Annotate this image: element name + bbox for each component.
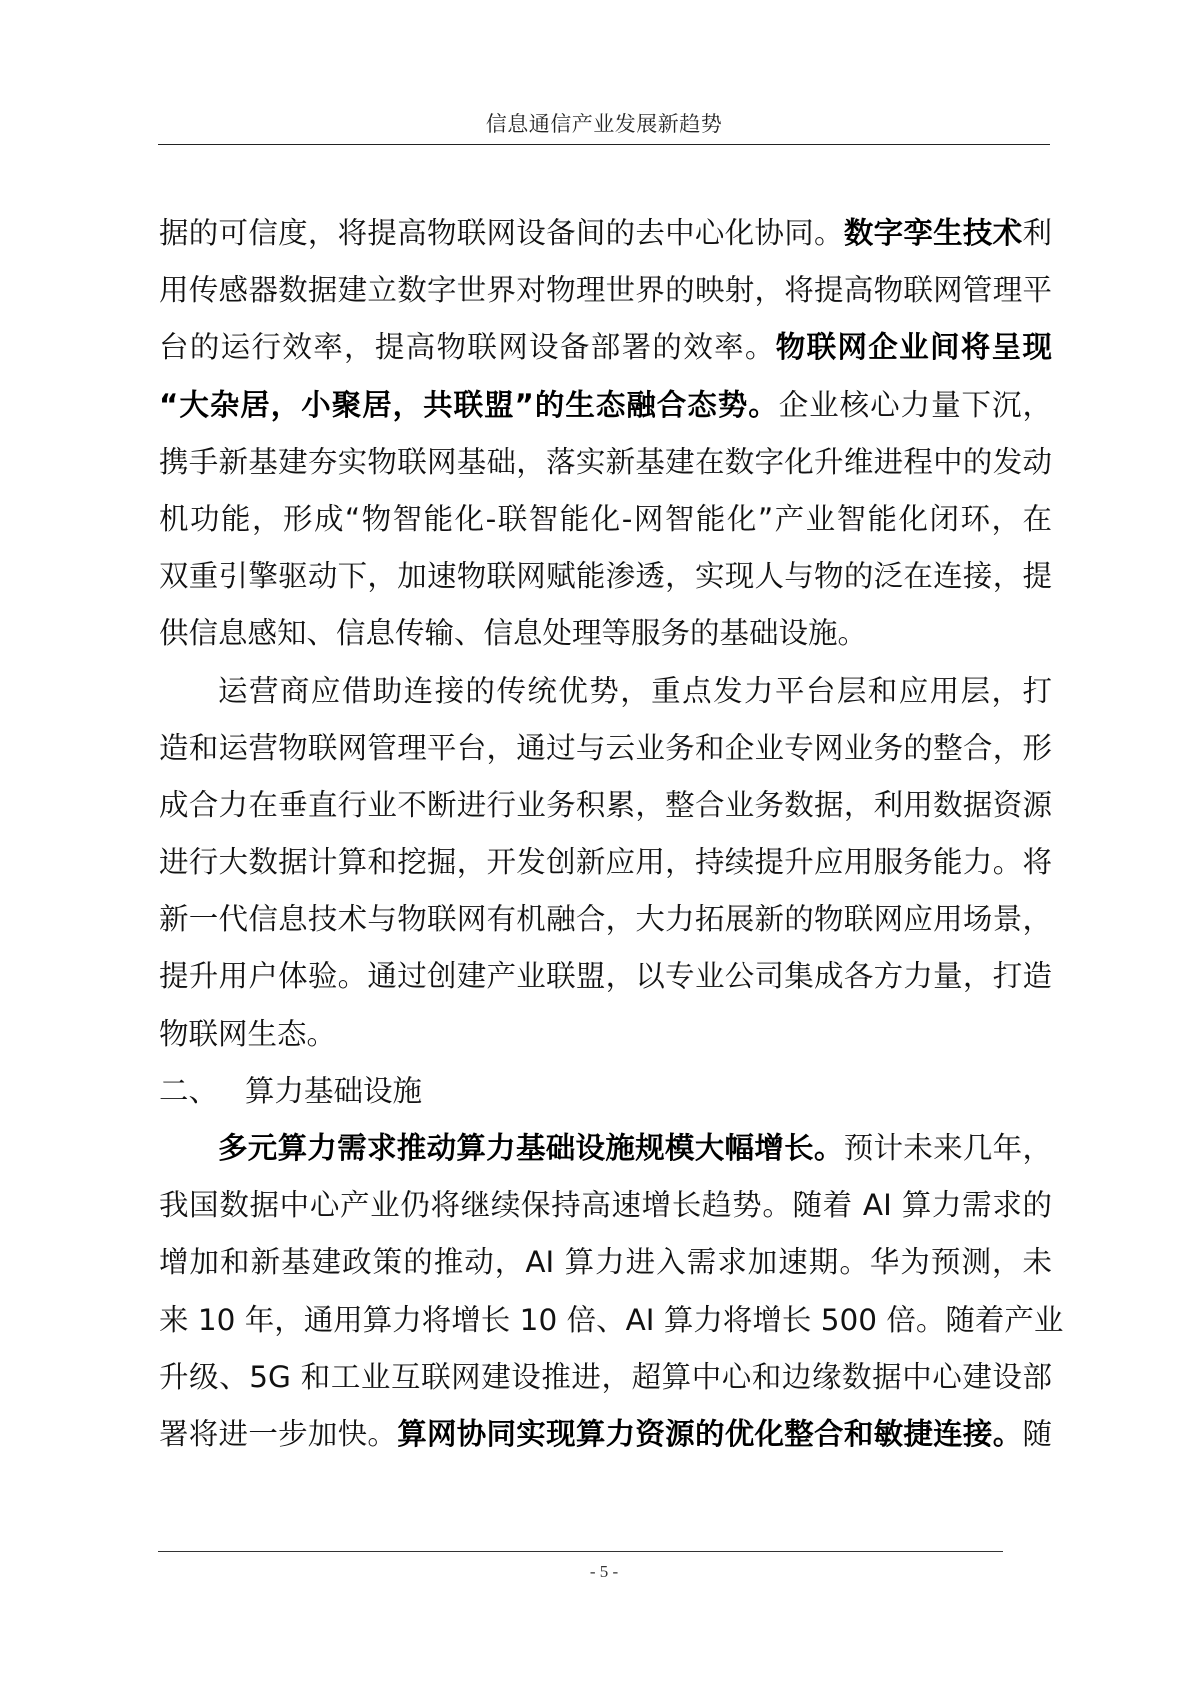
- text-run: 来 10 年，通用算力将增长 10 倍、AI 算力将增长 500 倍。随着产业: [159, 1302, 1064, 1337]
- text-line: [159, 663, 1052, 720]
- text-line: [159, 1120, 1052, 1177]
- text-line: [159, 205, 1052, 262]
- text-run: 台的运行效率，提高物联网设备部署的效率。: [159, 330, 776, 365]
- text-line: [159, 1234, 1052, 1291]
- text-line: [159, 834, 1052, 891]
- bold-term: “大杂居，小聚居，共联盟”的生态融合态势。: [159, 387, 779, 422]
- text-run: 机功能，形成“物智能化-联智能化-网智能化”产业智能化闭环，在: [159, 501, 1052, 536]
- running-header: 信息通信产业发展新趋势: [485, 112, 723, 136]
- page-number: - 5 -: [589, 1562, 619, 1581]
- text-run: 携手新基建夯实物联网基础，落实新基建在数字化升维进程中的发动: [159, 444, 1052, 479]
- text-run: 用传感器数据建立数字世界对物理世界的映射，将提高物联网管理平: [159, 273, 1052, 308]
- text-line: [159, 548, 1052, 605]
- text-run: 据的可信度，将提高物联网设备间的去中心化协同。: [159, 216, 844, 250]
- text-run: 成合力在垂直行业不断进行业务积累，整合业务数据，利用数据资源: [159, 787, 1052, 822]
- text-run: 企业核心力量下沉，: [778, 387, 1052, 422]
- text-run: 署将进一步加快。: [159, 1416, 398, 1451]
- text-run: 造和运营物联网管理平台，通过与云业务和企业专网业务的整合，形: [159, 730, 1052, 765]
- section-title: 算力基础设施: [245, 1073, 423, 1108]
- text-line: [159, 491, 1052, 548]
- bold-term: 数字孪生技术: [843, 216, 1023, 250]
- footer-rule: [158, 1551, 1003, 1552]
- text-line: [159, 1177, 1052, 1234]
- text-line: [159, 434, 1052, 491]
- text-line: [159, 948, 1052, 1005]
- text-line: [159, 262, 1052, 319]
- header-rule: [158, 144, 1050, 145]
- text-line: [159, 605, 1052, 662]
- text-run: 增加和新基建政策的推动，AI 算力进入需求加速期。华为预测，未: [159, 1245, 1052, 1280]
- text-line: [159, 720, 1052, 777]
- section-heading: [159, 1063, 1052, 1120]
- text-run: 物联网生态。: [159, 1016, 337, 1051]
- text-run: 随: [1022, 1416, 1052, 1451]
- bold-term: 物联网企业间将呈现: [775, 330, 1052, 365]
- text-run: 运营商应借助连接的传统优势，重点发力平台层和应用层，打: [218, 673, 1052, 708]
- bold-term: 多元算力需求推动算力基础设施规模大幅增长。: [218, 1131, 844, 1165]
- text-run: 提升用户体验。通过创建产业联盟，以专业公司集成各方力量，打造: [159, 959, 1052, 994]
- bold-term: 算网协同实现算力资源的优化整合和敏捷连接。: [397, 1416, 1023, 1451]
- section-number: 二、: [159, 1073, 219, 1108]
- text-line: [159, 377, 1052, 434]
- text-run: 利: [1022, 216, 1052, 250]
- text-run: 供信息感知、信息传输、信息处理等服务的基础设施。: [159, 616, 868, 651]
- text-line: [159, 891, 1052, 948]
- body-text: [159, 205, 1064, 1463]
- text-line: [159, 1406, 1052, 1463]
- text-run: 我国数据中心产业仍将继续保持高速增长趋势。随着 AI 算力需求的: [159, 1188, 1052, 1223]
- text-run: 双重引擎驱动下，加速物联网赋能渗透，实现人与物的泛在连接，提: [159, 559, 1052, 594]
- text-line: [159, 319, 1052, 376]
- text-run: 进行大数据计算和挖掘，开发创新应用，持续提升应用服务能力。将: [159, 845, 1052, 880]
- text-line: [159, 1349, 1052, 1406]
- text-run: 新一代信息技术与物联网有机融合，大力拓展新的物联网应用场景，: [159, 902, 1052, 937]
- text-line: [159, 1292, 1064, 1349]
- text-run: 升级、5G 和工业互联网建设推进，超算中心和边缘数据中心建设部: [159, 1359, 1052, 1394]
- text-line: [159, 1006, 1052, 1063]
- text-run: 预计未来几年，: [843, 1131, 1052, 1165]
- text-line: [159, 777, 1052, 834]
